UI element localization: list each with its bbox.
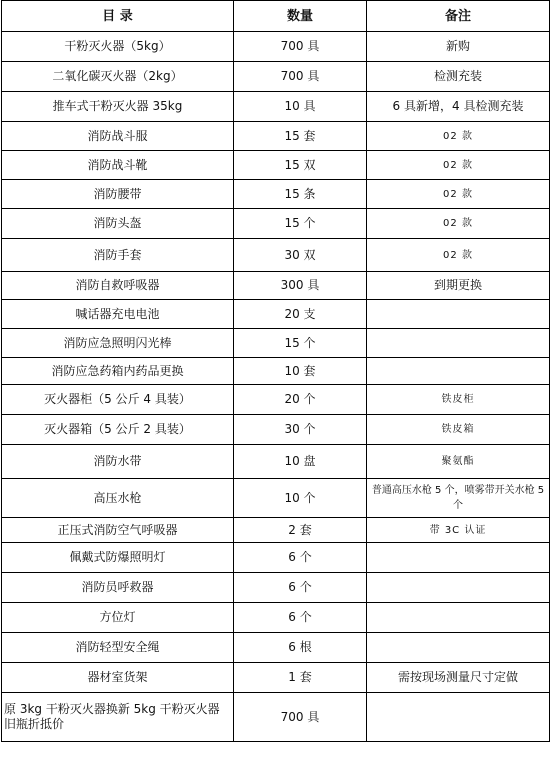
cell-note: 铁皮柜 — [367, 385, 550, 415]
table-row — [2, 122, 550, 151]
table-row — [2, 32, 550, 62]
cell-note: 铁皮箱 — [367, 415, 550, 445]
table-row — [2, 180, 550, 209]
cell-qty: 700 具 — [234, 62, 367, 92]
cell-note: 需按现场测量尺寸定做 — [367, 663, 550, 693]
cell-item: 消防自救呼吸器 — [2, 272, 234, 300]
table-row — [2, 239, 550, 272]
cell-qty: 300 具 — [234, 272, 367, 300]
header-row — [2, 1, 550, 32]
cell-qty: 15 个 — [234, 209, 367, 239]
cell-item: 高压水枪 — [2, 479, 234, 518]
header-note: 备注 — [367, 1, 550, 32]
cell-item: 二氧化碳灭火器（2kg） — [2, 62, 234, 92]
cell-qty: 15 个 — [234, 329, 367, 358]
cell-note: 02 款 — [367, 209, 550, 239]
cell-note — [367, 358, 550, 385]
cell-item: 消防轻型安全绳 — [2, 633, 234, 663]
cell-qty: 20 支 — [234, 300, 367, 329]
cell-note: 6 具新增，4 具检测充装 — [367, 92, 550, 122]
cell-qty: 30 个 — [234, 415, 367, 445]
cell-qty: 6 个 — [234, 603, 367, 633]
table-row — [2, 573, 550, 603]
cell-note — [367, 603, 550, 633]
cell-qty: 15 套 — [234, 122, 367, 151]
header-qty: 数量 — [234, 1, 367, 32]
table-row — [2, 329, 550, 358]
table-row — [2, 385, 550, 415]
table-row — [2, 518, 550, 543]
cell-item: 消防腰带 — [2, 180, 234, 209]
cell-note — [367, 543, 550, 573]
table-row — [2, 693, 550, 742]
cell-note: 带 3C 认证 — [367, 518, 550, 543]
cell-qty: 6 根 — [234, 633, 367, 663]
cell-item: 消防手套 — [2, 239, 234, 272]
table-row — [2, 62, 550, 92]
cell-note: 聚氨酯 — [367, 445, 550, 479]
cell-qty: 700 具 — [234, 693, 367, 742]
cell-item: 消防应急药箱内药品更换 — [2, 358, 234, 385]
cell-qty: 20 个 — [234, 385, 367, 415]
cell-item: 消防战斗靴 — [2, 151, 234, 180]
table-row — [2, 151, 550, 180]
cell-note: 02 款 — [367, 122, 550, 151]
cell-note: 新购 — [367, 32, 550, 62]
cell-qty: 15 双 — [234, 151, 367, 180]
table-row — [2, 445, 550, 479]
table-row — [2, 272, 550, 300]
cell-qty: 10 个 — [234, 479, 367, 518]
header-item: 目 录 — [2, 1, 234, 32]
cell-item: 灭火器柜（5 公斤 4 具装） — [2, 385, 234, 415]
table-row — [2, 209, 550, 239]
cell-qty: 15 条 — [234, 180, 367, 209]
cell-item: 消防战斗服 — [2, 122, 234, 151]
cell-item: 消防员呼救器 — [2, 573, 234, 603]
table-row — [2, 603, 550, 633]
cell-item: 灭火器箱（5 公斤 2 具装） — [2, 415, 234, 445]
table-row — [2, 663, 550, 693]
table-row — [2, 543, 550, 573]
cell-qty: 2 套 — [234, 518, 367, 543]
cell-qty: 10 盘 — [234, 445, 367, 479]
cell-item: 原 3kg 干粉灭火器换新 5kg 干粉灭火器旧瓶折抵价 — [2, 693, 234, 742]
table-row — [2, 358, 550, 385]
cell-note — [367, 300, 550, 329]
cell-note — [367, 633, 550, 663]
cell-note — [367, 573, 550, 603]
cell-item: 喊话器充电电池 — [2, 300, 234, 329]
equipment-table — [1, 0, 550, 742]
table-row — [2, 479, 550, 518]
cell-qty: 10 具 — [234, 92, 367, 122]
cell-note: 02 款 — [367, 239, 550, 272]
cell-item: 正压式消防空气呼吸器 — [2, 518, 234, 543]
cell-note: 02 款 — [367, 180, 550, 209]
cell-item: 推车式干粉灭火器 35kg — [2, 92, 234, 122]
table-row — [2, 300, 550, 329]
cell-note: 到期更换 — [367, 272, 550, 300]
cell-item: 消防应急照明闪光棒 — [2, 329, 234, 358]
cell-item: 方位灯 — [2, 603, 234, 633]
cell-note: 普通高压水枪 5 个，喷雾带开关水枪 5 个 — [367, 479, 550, 518]
cell-item: 干粉灭火器（5kg） — [2, 32, 234, 62]
cell-item: 佩戴式防爆照明灯 — [2, 543, 234, 573]
cell-qty: 30 双 — [234, 239, 367, 272]
cell-qty: 6 个 — [234, 543, 367, 573]
cell-note — [367, 329, 550, 358]
table-row — [2, 415, 550, 445]
cell-item: 器材室货架 — [2, 663, 234, 693]
cell-note: 检测充装 — [367, 62, 550, 92]
cell-qty: 1 套 — [234, 663, 367, 693]
table-row — [2, 633, 550, 663]
table-row — [2, 92, 550, 122]
cell-note — [367, 693, 550, 742]
cell-item: 消防水带 — [2, 445, 234, 479]
cell-note: 02 款 — [367, 151, 550, 180]
cell-qty: 6 个 — [234, 573, 367, 603]
cell-qty: 10 套 — [234, 358, 367, 385]
cell-item: 消防头盔 — [2, 209, 234, 239]
cell-qty: 700 具 — [234, 32, 367, 62]
